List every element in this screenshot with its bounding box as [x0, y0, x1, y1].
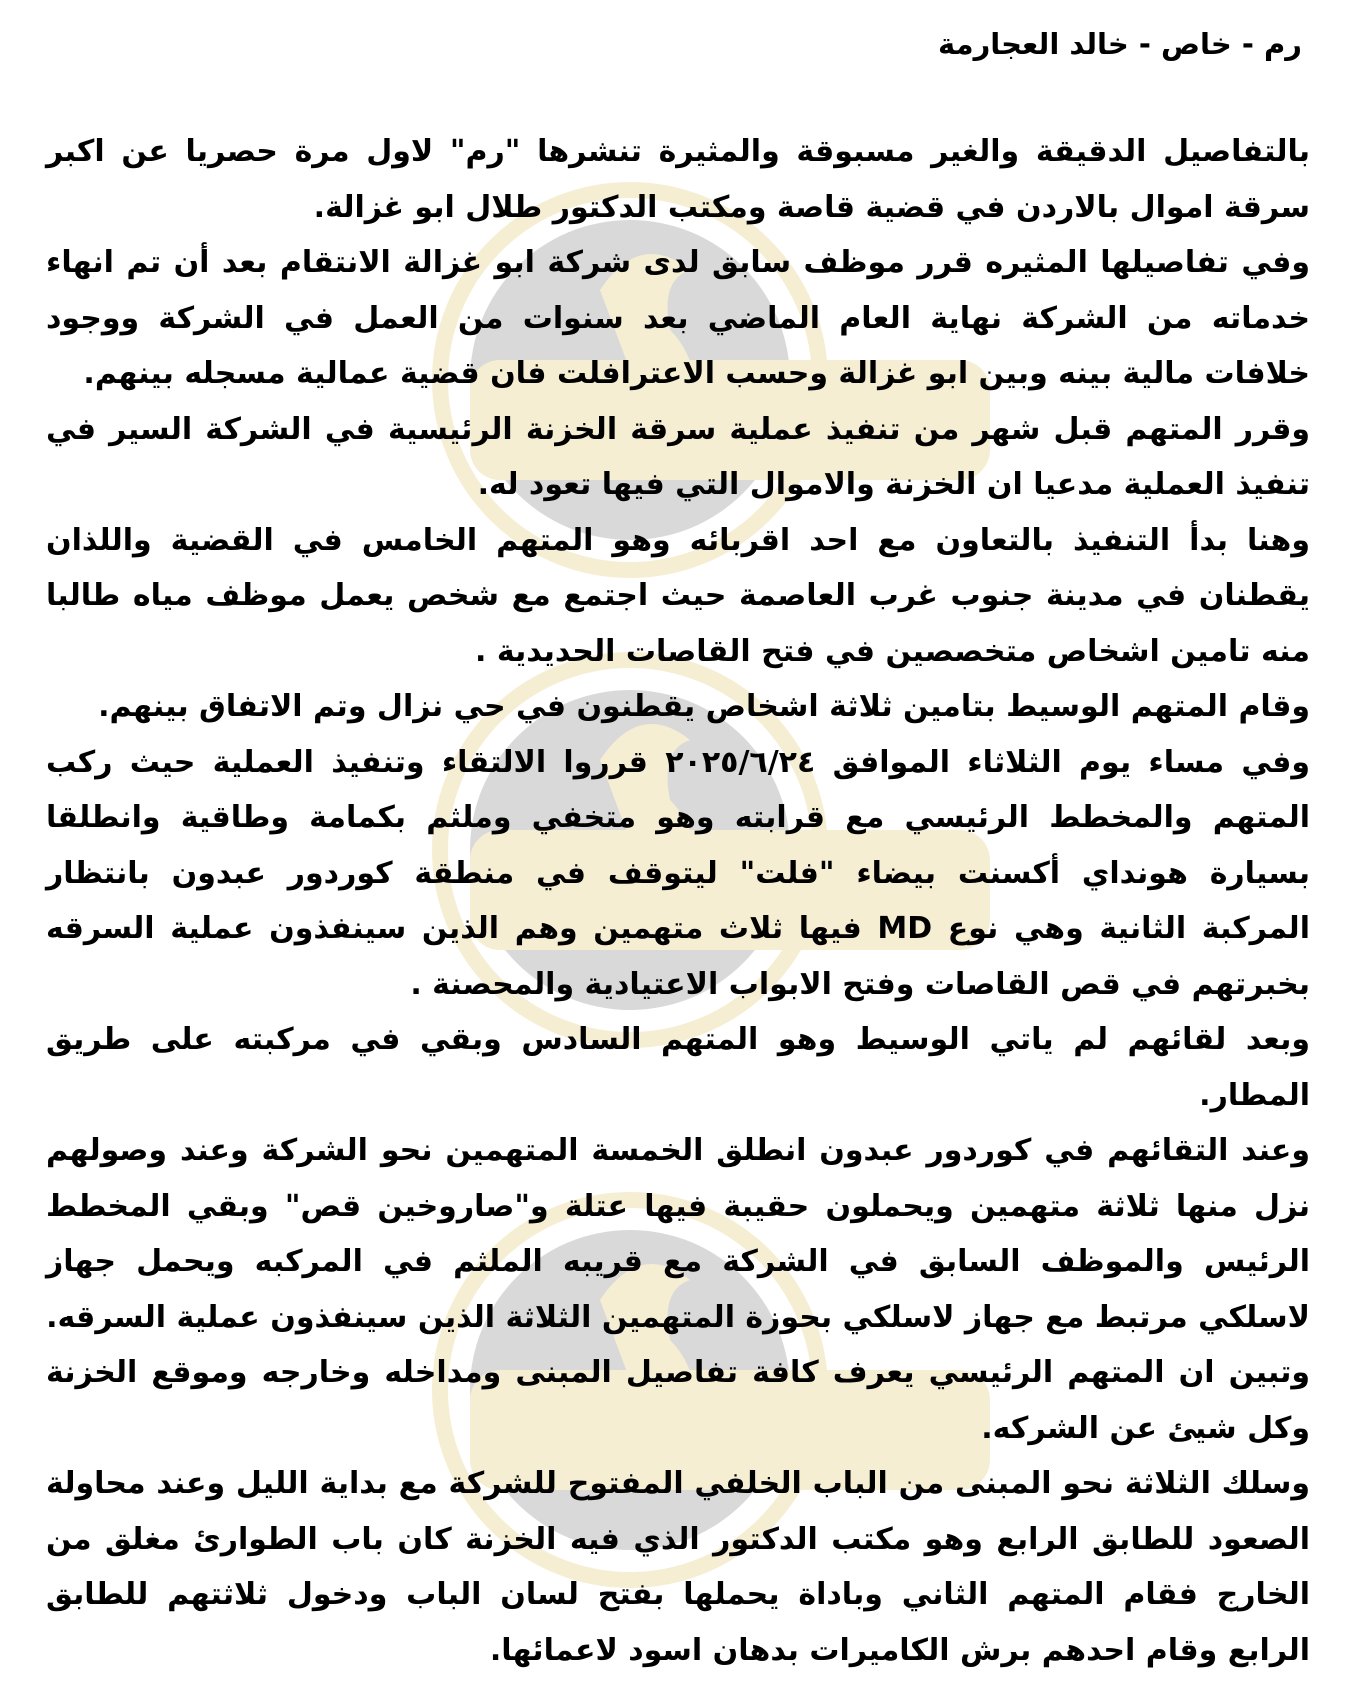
- paragraph-knowledge: وتبين ان المتهم الرئيسي يعرف كافة تفاصيل المبنى ومداخله وخارجه وموقع الخزنة وكل شيئ عن الشركه.: [46, 1355, 1310, 1446]
- paragraph-plan: وقرر المتهم قبل شهر من تنفيذ عملية سرقة الخزنة الرئيسية في الشركة السير في تنفيذ العملية مدعيا ان الخزنة والاموال التي فيها تعود له.: [46, 411, 1310, 502]
- paragraph-entry: وسلك الثلاثة نحو المبنى من الباب الخلفي المفتوح للشركة مع بداية الليل وعند محاولة الصعود للطابق الرابع وهو مكتب الدكتور الذي فيه الخزنة كان باب الطوارئ مغلق من الخارج فقام المتهم الثاني وباداة يحملها بفتح لسان الباب ودخول ثلاثتهم للطابق الرابع وقام احدهم برش الكاميرات بدهان اسود لاعمائها.: [46, 1466, 1310, 1668]
- paragraph-motive: وفي تفاصيلها المثيره قرر موظف سابق لدى شركة ابو غزالة الانتقام بعد أن تم انهاء خدماته من الشركة نهاية العام الماضي بعد سنوات من العمل في الشركة ووجود خلافات مالية بينه وبين ابو غزالة وحسب الاعترافلت فان قضية عمالية مسجله بينهم.: [46, 245, 1310, 391]
- byline: رم - خاص - خالد العجارمة: [938, 27, 1302, 61]
- article-body: [46, 124, 1310, 1678]
- paragraph-accomplice: وهنا بدأ التنفيذ بالتعاون مع احد اقربائه وهو المتهم الخامس في القضية واللذان يقطنان في مدينة جنوب غرب العاصمة حيث اجتمع مع شخص يعمل موظف مياه طالبا منه تامين اشخاص متخصصين في فتح القاصات الحديدية .: [46, 522, 1310, 669]
- paragraph-middleman: وقام المتهم الوسيط بتامين ثلاثة اشخاص يقطنون في حي نزال وتم الاتفاق بينهم.: [98, 689, 1310, 724]
- paragraph-meeting: وبعد لقائهم لم ياتي الوسيط وهو المتهم السادس وبقي في مركبته على طريق المطار.: [46, 1022, 1310, 1113]
- paragraph-execution: وفي مساء يوم الثلاثاء الموافق ٢٠٢٥/٦/٢٤ قرروا الالتقاء وتنفيذ العملية حيث ركب المتهم والمخطط الرئيسي مع قرابته وهو متخفي وملثم بكمامة وطاقية وانطلقا بسيارة هونداي أكسنت بيضاء "فلت" ليتوقف في منطقة كوردور عبدون بانتظار المركبة الثانية وهي نوع MD فيها ثلاث متهمين وهم الذين سينفذون عملية السرقه بخبرتهم في قص القاصات وفتح الابواب الاعتيادية والمحصنة .: [46, 744, 1310, 1002]
- paragraph-arrival: وعند التقائهم في كوردور عبدون انطلق الخمسة المتهمين نحو الشركة وعند وصولهم نزل منها ثلاثة متهمين ويحملون حقيبة فيها عتلة و"صاروخين قص" وبقي المخطط الرئيس والموظف السابق في الشركة مع قريبه الملثم في المركبه ويحمل جهاز لاسلكي مرتبط مع جهاز لاسلكي بحوزة المتهمين الثلاثة الذين سينفذون عملية السرقه.: [46, 1133, 1310, 1335]
- article-content: [46, 18, 1310, 1678]
- paragraph-intro: بالتفاصيل الدقيقة والغير مسبوقة والمثيرة تنشرها "رم" لاول مرة حصريا عن اكبر سرقة اموال بالاردن في قضية قاصة ومكتب الدكتور طلال ابو غزالة.: [46, 134, 1310, 225]
